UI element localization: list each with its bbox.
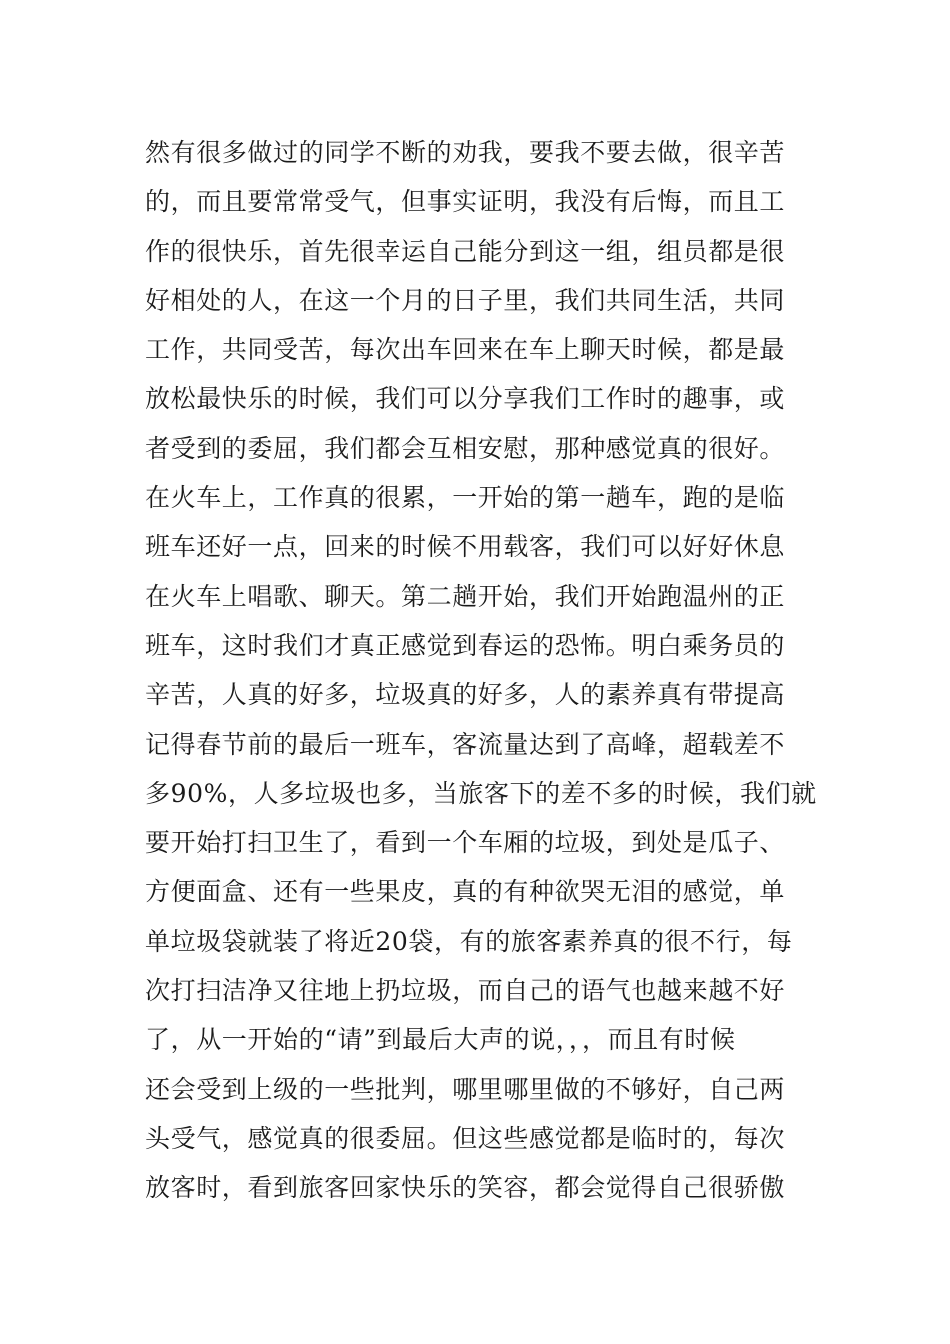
text-line-7: 者受到的委屈，我们都会互相安慰，那种感觉真的很好。 <box>145 433 786 463</box>
text-line-4: 好相处的人，在这一个月的日子里，我们共同生活，共同 <box>145 285 786 315</box>
text-line-19: 了，从一开始的“请”到最后大声的说，，，而且有时候 <box>145 1025 736 1055</box>
text-line-9: 班车还好一点，回来的时候不用载客，我们可以好好休息 <box>145 532 786 562</box>
body-text <box>145 128 815 1213</box>
text-line-11: 班车，这时我们才真正感觉到春运的恐怖。明白乘务员的 <box>145 630 786 660</box>
text-line-15: 要开始打扫卫生了，看到一个车厢的垃圾，到处是瓜子、 <box>145 828 786 858</box>
text-line-12: 辛苦，人真的好多，垃圾真的好多，人的素养真有带提高 <box>145 680 786 710</box>
text-line-14: 多90%，人多垃圾也多，当旅客下的差不多的时候，我们就 <box>145 778 817 808</box>
text-line-5: 工作，共同受苦，每次出车回来在车上聊天时候，都是最 <box>145 335 786 365</box>
text-line-8: 在火车上，工作真的很累，一开始的第一趟车，跑的是临 <box>145 483 786 513</box>
text-line-1: 然有很多做过的同学不断的劝我，要我不要去做，很辛苦 <box>145 138 786 167</box>
text-line-21: 头受气，感觉真的很委屈。但这些感觉都是临时的，每次 <box>145 1123 786 1153</box>
text-line-18: 次打扫洁净又往地上扔垃圾，而自己的语气也越来越不好 <box>145 976 786 1006</box>
text-line-10: 在火车上唱歌、聊天。第二趟开始，我们开始跑温州的正 <box>145 581 786 611</box>
text-line-3: 作的很快乐，首先很幸运自己能分到这一组，组员都是很 <box>145 236 786 266</box>
text-line-16: 方便面盒、还有一些果皮，真的有种欲哭无泪的感觉，单 <box>145 877 786 907</box>
text-line-2: 的，而且要常常受气，但事实证明，我没有后悔，而且工 <box>145 187 786 217</box>
text-line-13: 记得春节前的最后一班车，客流量达到了高峰，超载差不 <box>145 729 786 759</box>
text-line-20: 还会受到上级的一些批判，哪里哪里做的不够好，自己两 <box>145 1074 786 1104</box>
text-line-17: 单垃圾袋就装了将近20袋，有的旅客素养真的很不行，每 <box>145 926 793 956</box>
text-line-6: 放松最快乐的时候，我们可以分享我们工作时的趣事，或 <box>145 384 786 414</box>
text-line-22: 放客时，看到旅客回家快乐的笑容，都会觉得自己很骄傲 <box>145 1173 786 1203</box>
